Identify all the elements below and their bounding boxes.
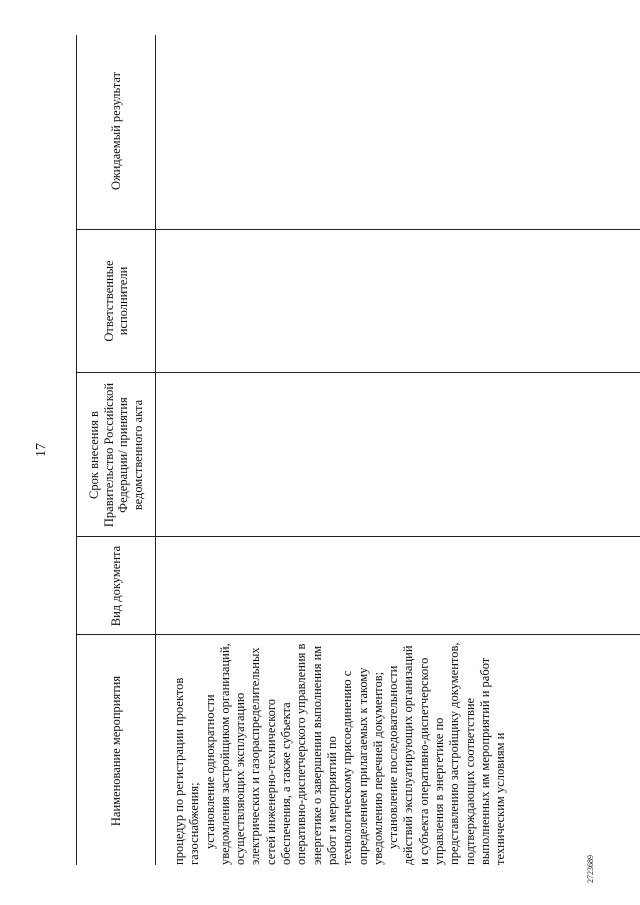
header-activity-name: Наименование мероприятия (108, 675, 123, 827)
header-document-type: Вид документа (108, 545, 123, 627)
column-divider (76, 536, 640, 537)
header-expected-result: Ожидаемый результат (108, 71, 123, 191)
table-top-border (76, 35, 77, 865)
activity-paragraph: установление последовательности действий эксплуатирующих организаций и субъекта оперативно-диспетчерского управления в энергетике по представлению застройщику документов, подтверждающих соответствие выполненных им мероприятий и работ техническим условиям и (386, 642, 508, 865)
activity-paragraph: процедур по регистрации проектов газоснабжения; (172, 677, 202, 865)
document-id: 2723689 (586, 855, 595, 883)
header-deadline: Срок внесения в Правительство Российской Федерации/ принятия ведомственного акта (87, 382, 145, 528)
column-divider (76, 634, 640, 635)
table-header-bottom-border (155, 35, 156, 865)
header-responsible: Ответственные исполнители (101, 260, 130, 342)
activity-cell-text (172, 637, 509, 865)
page-number: 17 (34, 443, 49, 457)
activity-paragraph: установление однократности уведомления застройщиком организаций, осуществляющих эксплуатацию электрических и газораспределительных сетей инженерно-технического обеспечения, а также субъекта оперативно-диспетчерского управления в энергетике о завершении выполнения им работ и мероприятий по технологическому присоединению с определением прилагаемых к такому уведомлению перечней документов; (202, 643, 385, 865)
column-divider (76, 372, 640, 373)
column-divider (76, 229, 640, 230)
